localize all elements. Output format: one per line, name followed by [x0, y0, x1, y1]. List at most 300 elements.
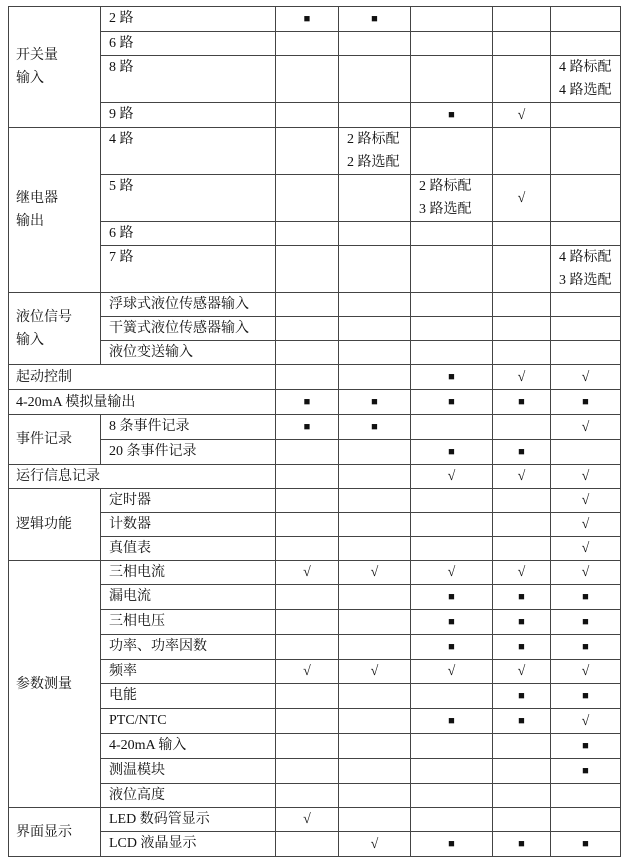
- model-3-cell: [411, 56, 493, 103]
- category-label: 液位信号: [16, 309, 72, 325]
- standard-check-icon: √: [581, 493, 590, 508]
- table-row: [9, 222, 621, 246]
- model-1-cell: [276, 175, 339, 222]
- model-5-cell: [551, 759, 621, 784]
- model-4-cell: [493, 610, 551, 635]
- optional-square-icon: ■: [518, 838, 525, 850]
- feature-cell: 电能: [101, 684, 276, 709]
- model-4-cell: [493, 246, 551, 293]
- feature-cell: 5 路: [101, 175, 276, 222]
- model-4-cell: [493, 415, 551, 440]
- category-label: 参数测量: [16, 676, 72, 692]
- model-2-cell: [339, 635, 411, 660]
- model-4-cell: [493, 128, 551, 175]
- table-row: [9, 7, 621, 32]
- optional-square-icon: ■: [582, 765, 589, 777]
- category-label: 运行信息记录: [16, 469, 100, 484]
- model-3-cell: [411, 128, 493, 175]
- table-row: [9, 246, 621, 293]
- table-row: [9, 415, 621, 440]
- model-1-cell: [276, 128, 339, 175]
- model-4-cell: [493, 222, 551, 246]
- feature-cell: 6 路: [101, 32, 276, 56]
- category-label: 界面显示: [16, 824, 72, 840]
- model-3-cell: [411, 734, 493, 759]
- model-2-cell: [339, 465, 411, 489]
- optional-square-icon: ■: [582, 740, 589, 752]
- standard-check-icon: √: [447, 469, 456, 484]
- model-5-cell: [551, 128, 621, 175]
- feature-cell: 液位变送输入: [101, 341, 276, 365]
- optional-square-icon: ■: [518, 446, 525, 458]
- model-5-cell: [551, 246, 621, 293]
- model-4-cell: [493, 832, 551, 857]
- model-4-cell: [493, 709, 551, 734]
- model-3-cell: [411, 784, 493, 808]
- model-1-cell: [276, 440, 339, 465]
- config-note: 2 路标配: [347, 132, 400, 147]
- optional-square-icon: ■: [303, 13, 311, 25]
- model-1-cell: [276, 561, 339, 585]
- model-3-cell: [411, 489, 493, 513]
- category-cell: [9, 128, 101, 293]
- model-5-cell: [551, 56, 621, 103]
- model-2-cell: [339, 537, 411, 561]
- model-1-cell: [276, 610, 339, 635]
- table-row: [9, 32, 621, 56]
- category-label: 起动控制: [16, 369, 72, 385]
- table-row: [9, 684, 621, 709]
- optional-square-icon: ■: [518, 396, 525, 408]
- model-3-cell: [411, 610, 493, 635]
- model-3-cell: [411, 808, 493, 832]
- model-5-cell: [551, 832, 621, 857]
- model-1-cell: [276, 489, 339, 513]
- table-row: [9, 660, 621, 684]
- model-4-cell: [493, 465, 551, 489]
- model-5-cell: [551, 489, 621, 513]
- config-note: 4 路标配: [559, 60, 612, 75]
- model-4-cell: [493, 808, 551, 832]
- model-5-cell: [551, 684, 621, 709]
- model-3-cell: [411, 103, 493, 128]
- model-1-cell: [276, 709, 339, 734]
- table-row: [9, 832, 621, 857]
- model-2-cell: [339, 759, 411, 784]
- optional-square-icon: ■: [582, 690, 589, 702]
- category-cell: [9, 465, 276, 489]
- table-row: [9, 610, 621, 635]
- model-3-cell: [411, 175, 493, 222]
- feature-cell: 液位高度: [101, 784, 276, 808]
- model-2-cell: [339, 56, 411, 103]
- config-note: 3 路选配: [419, 202, 472, 217]
- model-5-cell: [551, 808, 621, 832]
- standard-check-icon: √: [370, 836, 379, 852]
- model-1-cell: [276, 537, 339, 561]
- model-4-cell: [493, 56, 551, 103]
- model-4-cell: [493, 390, 551, 415]
- model-3-cell: [411, 513, 493, 537]
- optional-square-icon: ■: [582, 641, 589, 653]
- model-1-cell: [276, 808, 339, 832]
- category-cell: [9, 365, 276, 390]
- feature-cell: 功率、功率因数: [101, 635, 276, 660]
- standard-check-icon: √: [581, 565, 590, 580]
- optional-square-icon: ■: [518, 641, 525, 653]
- feature-cell: 浮球式液位传感器输入: [101, 293, 276, 317]
- feature-cell: 8 路: [101, 56, 276, 103]
- model-5-cell: [551, 784, 621, 808]
- model-2-cell: [339, 341, 411, 365]
- model-1-cell: [276, 684, 339, 709]
- category-label: 事件记录: [16, 432, 72, 447]
- model-3-cell: [411, 759, 493, 784]
- feature-cell: 漏电流: [101, 585, 276, 610]
- model-2-cell: [339, 660, 411, 684]
- model-3-cell: [411, 246, 493, 293]
- model-3-cell: [411, 222, 493, 246]
- standard-check-icon: √: [517, 469, 526, 484]
- optional-square-icon: ■: [582, 838, 589, 850]
- model-2-cell: [339, 415, 411, 440]
- model-2-cell: [339, 784, 411, 808]
- optional-square-icon: ■: [518, 690, 525, 702]
- model-2-cell: [339, 561, 411, 585]
- feature-cell: 2 路: [101, 7, 276, 32]
- model-4-cell: [493, 734, 551, 759]
- model-3-cell: [411, 7, 493, 32]
- model-1-cell: [276, 784, 339, 808]
- feature-cell: 7 路: [101, 246, 276, 293]
- model-2-cell: [339, 128, 411, 175]
- model-5-cell: [551, 537, 621, 561]
- model-4-cell: [493, 293, 551, 317]
- table-row: [9, 759, 621, 784]
- feature-cell: 干簧式液位传感器输入: [101, 317, 276, 341]
- spec-table: [8, 6, 621, 857]
- model-4-cell: [493, 32, 551, 56]
- model-2-cell: [339, 585, 411, 610]
- model-4-cell: [493, 175, 551, 222]
- table-row: [9, 293, 621, 317]
- feature-cell: LCD 液晶显示: [101, 832, 276, 857]
- table-row: [9, 537, 621, 561]
- model-3-cell: [411, 415, 493, 440]
- model-1-cell: [276, 415, 339, 440]
- standard-check-icon: √: [517, 369, 526, 385]
- optional-square-icon: ■: [448, 109, 455, 121]
- model-3-cell: [411, 537, 493, 561]
- model-3-cell: [411, 440, 493, 465]
- model-5-cell: [551, 317, 621, 341]
- config-note: 4 路标配: [559, 250, 612, 265]
- model-5-cell: [551, 585, 621, 610]
- model-4-cell: [493, 684, 551, 709]
- standard-check-icon: √: [370, 664, 379, 679]
- feature-cell: 4-20mA 输入: [101, 734, 276, 759]
- model-1-cell: [276, 832, 339, 857]
- category-cell: [9, 293, 101, 365]
- table-row: [9, 175, 621, 222]
- model-4-cell: [493, 103, 551, 128]
- standard-check-icon: √: [303, 664, 311, 679]
- model-5-cell: [551, 465, 621, 489]
- optional-square-icon: ■: [582, 591, 589, 603]
- model-5-cell: [551, 341, 621, 365]
- model-2-cell: [339, 365, 411, 390]
- model-5-cell: [551, 440, 621, 465]
- optional-square-icon: ■: [448, 591, 455, 603]
- optional-square-icon: ■: [448, 641, 455, 653]
- feature-cell: LED 数码管显示: [101, 808, 276, 832]
- config-note: 2 路标配: [419, 179, 472, 194]
- feature-cell: 计数器: [101, 513, 276, 537]
- model-5-cell: [551, 293, 621, 317]
- model-1-cell: [276, 103, 339, 128]
- standard-check-icon: √: [581, 664, 590, 679]
- standard-check-icon: √: [581, 713, 590, 729]
- model-3-cell: [411, 465, 493, 489]
- optional-square-icon: ■: [518, 616, 525, 628]
- table-row: [9, 734, 621, 759]
- standard-check-icon: √: [581, 369, 590, 385]
- model-2-cell: [339, 175, 411, 222]
- standard-check-icon: √: [303, 565, 311, 580]
- model-1-cell: [276, 341, 339, 365]
- model-4-cell: [493, 489, 551, 513]
- category-cell: [9, 390, 276, 415]
- optional-square-icon: ■: [448, 616, 455, 628]
- model-1-cell: [276, 293, 339, 317]
- feature-cell: 20 条事件记录: [101, 440, 276, 465]
- model-5-cell: [551, 7, 621, 32]
- feature-cell: 9 路: [101, 103, 276, 128]
- category-cell: [9, 7, 101, 128]
- model-2-cell: [339, 390, 411, 415]
- optional-square-icon: ■: [448, 396, 455, 408]
- model-2-cell: [339, 440, 411, 465]
- model-1-cell: [276, 390, 339, 415]
- standard-check-icon: √: [581, 517, 590, 532]
- model-2-cell: [339, 808, 411, 832]
- feature-cell: 真值表: [101, 537, 276, 561]
- model-3-cell: [411, 32, 493, 56]
- model-4-cell: [493, 317, 551, 341]
- model-5-cell: [551, 734, 621, 759]
- optional-square-icon: ■: [448, 371, 455, 383]
- table-row: [9, 440, 621, 465]
- model-2-cell: [339, 610, 411, 635]
- category-label: 开关量: [16, 48, 58, 63]
- feature-cell: PTC/NTC: [101, 709, 276, 734]
- model-2-cell: [339, 709, 411, 734]
- model-2-cell: [339, 489, 411, 513]
- standard-check-icon: √: [370, 565, 379, 580]
- feature-cell: 4 路: [101, 128, 276, 175]
- category-label: 输出: [16, 214, 44, 229]
- optional-square-icon: ■: [448, 446, 455, 458]
- category-cell: [9, 415, 101, 465]
- table-row: [9, 709, 621, 734]
- model-2-cell: [339, 513, 411, 537]
- category-cell: [9, 489, 101, 561]
- model-3-cell: [411, 585, 493, 610]
- model-1-cell: [276, 465, 339, 489]
- model-2-cell: [339, 103, 411, 128]
- model-5-cell: [551, 32, 621, 56]
- standard-check-icon: √: [517, 107, 526, 123]
- model-5-cell: [551, 103, 621, 128]
- config-note: 4 路选配: [559, 83, 612, 98]
- standard-check-icon: √: [447, 565, 456, 580]
- model-4-cell: [493, 585, 551, 610]
- model-3-cell: [411, 341, 493, 365]
- category-label: 输入: [16, 332, 44, 348]
- model-4-cell: [493, 7, 551, 32]
- optional-square-icon: ■: [448, 715, 455, 727]
- model-4-cell: [493, 341, 551, 365]
- model-1-cell: [276, 585, 339, 610]
- standard-check-icon: √: [581, 419, 590, 435]
- feature-cell: 频率: [101, 660, 276, 684]
- optional-square-icon: ■: [303, 396, 311, 408]
- feature-cell: 三相电压: [101, 610, 276, 635]
- table-row: [9, 317, 621, 341]
- model-4-cell: [493, 660, 551, 684]
- model-2-cell: [339, 684, 411, 709]
- model-3-cell: [411, 832, 493, 857]
- model-5-cell: [551, 365, 621, 390]
- model-3-cell: [411, 365, 493, 390]
- model-5-cell: [551, 635, 621, 660]
- model-3-cell: [411, 709, 493, 734]
- model-1-cell: [276, 56, 339, 103]
- model-5-cell: [551, 513, 621, 537]
- optional-square-icon: ■: [303, 421, 311, 433]
- model-1-cell: [276, 32, 339, 56]
- model-1-cell: [276, 246, 339, 293]
- model-3-cell: [411, 635, 493, 660]
- model-2-cell: [339, 222, 411, 246]
- feature-cell: 6 路: [101, 222, 276, 246]
- category-label: 逻辑功能: [16, 517, 72, 532]
- model-4-cell: [493, 537, 551, 561]
- model-5-cell: [551, 709, 621, 734]
- category-label: 输入: [16, 71, 44, 86]
- feature-cell: 定时器: [101, 489, 276, 513]
- model-2-cell: [339, 32, 411, 56]
- standard-check-icon: √: [517, 664, 526, 679]
- model-4-cell: [493, 561, 551, 585]
- model-2-cell: [339, 832, 411, 857]
- model-3-cell: [411, 684, 493, 709]
- model-1-cell: [276, 7, 339, 32]
- model-2-cell: [339, 293, 411, 317]
- optional-square-icon: ■: [582, 616, 589, 628]
- model-2-cell: [339, 246, 411, 293]
- model-5-cell: [551, 222, 621, 246]
- table-row: [9, 390, 621, 415]
- table-row: [9, 128, 621, 175]
- table-row: [9, 103, 621, 128]
- model-1-cell: [276, 734, 339, 759]
- table-row: [9, 585, 621, 610]
- table-row: [9, 784, 621, 808]
- model-1-cell: [276, 660, 339, 684]
- model-5-cell: [551, 660, 621, 684]
- model-4-cell: [493, 365, 551, 390]
- model-4-cell: [493, 784, 551, 808]
- standard-check-icon: √: [447, 664, 456, 679]
- model-5-cell: [551, 175, 621, 222]
- table-row: [9, 341, 621, 365]
- table-row: [9, 365, 621, 390]
- model-3-cell: [411, 660, 493, 684]
- optional-square-icon: ■: [371, 13, 378, 25]
- model-2-cell: [339, 734, 411, 759]
- model-1-cell: [276, 365, 339, 390]
- model-4-cell: [493, 440, 551, 465]
- model-2-cell: [339, 317, 411, 341]
- table-row: [9, 489, 621, 513]
- standard-check-icon: √: [517, 565, 526, 580]
- model-5-cell: [551, 561, 621, 585]
- feature-cell: 8 条事件记录: [101, 415, 276, 440]
- standard-check-icon: √: [517, 190, 526, 206]
- model-3-cell: [411, 561, 493, 585]
- table-row: [9, 808, 621, 832]
- category-cell: [9, 561, 101, 808]
- config-note: 3 路选配: [559, 273, 612, 288]
- model-1-cell: [276, 759, 339, 784]
- model-5-cell: [551, 415, 621, 440]
- feature-cell: 三相电流: [101, 561, 276, 585]
- model-4-cell: [493, 759, 551, 784]
- model-5-cell: [551, 390, 621, 415]
- table-row: [9, 513, 621, 537]
- table-row: [9, 561, 621, 585]
- optional-square-icon: ■: [518, 591, 525, 603]
- optional-square-icon: ■: [371, 421, 378, 433]
- category-label: 继电器: [16, 191, 58, 206]
- table-row: [9, 465, 621, 489]
- optional-square-icon: ■: [371, 396, 378, 408]
- table-row: [9, 635, 621, 660]
- optional-square-icon: ■: [582, 396, 589, 408]
- model-4-cell: [493, 635, 551, 660]
- standard-check-icon: √: [581, 541, 590, 556]
- category-cell: [9, 808, 101, 857]
- model-1-cell: [276, 635, 339, 660]
- model-2-cell: [339, 7, 411, 32]
- model-3-cell: [411, 293, 493, 317]
- feature-cell: 测温模块: [101, 759, 276, 784]
- category-label: 4-20mA 模拟量输出: [16, 394, 136, 410]
- model-5-cell: [551, 610, 621, 635]
- model-4-cell: [493, 513, 551, 537]
- standard-check-icon: √: [581, 469, 590, 484]
- model-1-cell: [276, 222, 339, 246]
- model-1-cell: [276, 513, 339, 537]
- model-3-cell: [411, 390, 493, 415]
- standard-check-icon: √: [303, 812, 311, 827]
- optional-square-icon: ■: [518, 715, 525, 727]
- config-note: 2 路选配: [347, 155, 400, 170]
- optional-square-icon: ■: [448, 838, 455, 850]
- model-3-cell: [411, 317, 493, 341]
- model-1-cell: [276, 317, 339, 341]
